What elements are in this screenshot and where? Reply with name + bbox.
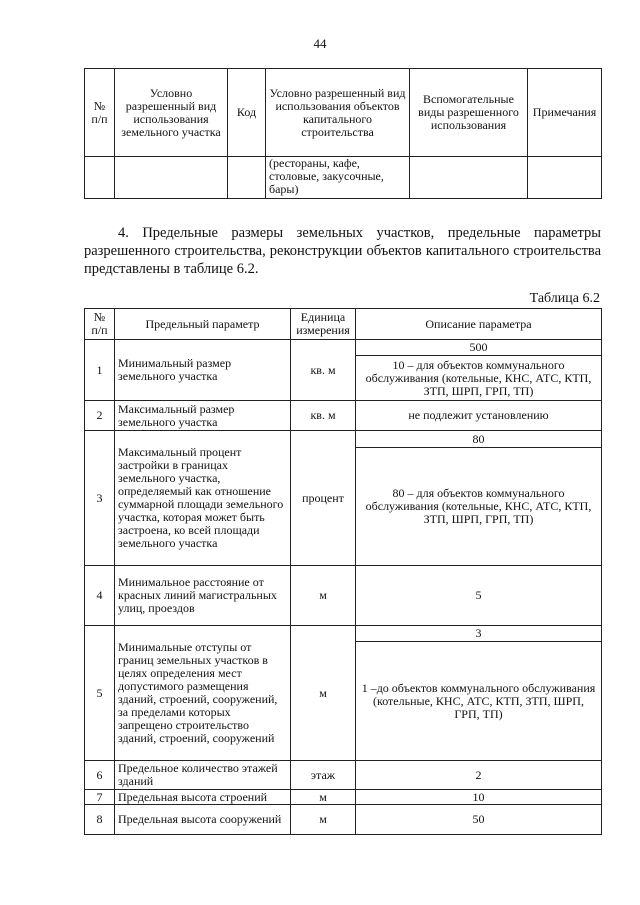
header-cell: Примечания — [528, 69, 602, 157]
row-number: 8 — [85, 805, 115, 835]
row-number: 2 — [85, 401, 115, 431]
header-cell: Вспомогательные виды разрешенного использования — [410, 69, 528, 157]
row-number: 3 — [85, 431, 115, 566]
continuation-table — [84, 68, 602, 199]
parameter-value: 10 — [356, 790, 602, 805]
header-cell: Условно разрешенный вид использования земельного участка — [115, 69, 228, 157]
unit: этаж — [291, 761, 356, 790]
parameter-name: Минимальный размер земельного участка — [115, 340, 291, 401]
parameter-value: 10 – для объектов коммунального обслуживания (котельные, КНС, АТС, КТП, ЗТП, ШРП, ГРП, ТП) — [356, 356, 602, 401]
table-cell — [115, 157, 228, 199]
table-header-row — [85, 309, 602, 340]
header-cell: Описание параметра — [356, 309, 602, 340]
row-number: 1 — [85, 340, 115, 401]
parameter-name: Предельное количество этажей зданий — [115, 761, 291, 790]
table-row — [85, 761, 602, 790]
parameter-value: 50 — [356, 805, 602, 835]
unit: м — [291, 566, 356, 626]
parameter-name: Минимальное расстояние от красных линий магистральных улиц, проездов — [115, 566, 291, 626]
header-cell: № п/п — [85, 309, 115, 340]
header-cell: Условно разрешенный вид использования объектов капитального строительства — [266, 69, 410, 157]
parameter-value: 500 — [356, 340, 602, 356]
unit: м — [291, 626, 356, 761]
parameter-name: Предельная высота сооружений — [115, 805, 291, 835]
unit: м — [291, 790, 356, 805]
unit: м — [291, 805, 356, 835]
table-row — [85, 790, 602, 805]
parameter-value: 3 — [356, 626, 602, 642]
parameters-table — [84, 308, 602, 835]
table-row — [85, 431, 602, 448]
table-header-row — [85, 69, 602, 157]
page-number: 44 — [313, 36, 327, 51]
header-cell: Единица измерения — [291, 309, 356, 340]
row-number: 5 — [85, 626, 115, 761]
table-cell — [228, 157, 266, 199]
row-number: 4 — [85, 566, 115, 626]
table-cell — [410, 157, 528, 199]
parameter-name: Максимальный размер земельного участка — [115, 401, 291, 431]
table-cell — [528, 157, 602, 199]
row-number: 7 — [85, 790, 115, 805]
body-paragraph: 4. Предельные размеры земельных участков, предельные параметры разрешенного строительства, реконструкции объектов капитального строительства представлены в таблице 6.2. — [84, 225, 601, 277]
parameter-value: 80 – для объектов коммунального обслуживания (котельные, КНС, АТС, КТП, ЗТП, ШРП, ГРП, ТП) — [356, 448, 602, 566]
table-row — [85, 340, 602, 356]
parameter-name: Максимальный процент застройки в границах земельного участка, определяемый как отношение суммарной площади земельного участка, которая может быть застроена, ко всей площади земельного участка — [115, 431, 291, 566]
parameter-name: Предельная высота строений — [115, 790, 291, 805]
table-row — [85, 401, 602, 431]
parameter-value: 2 — [356, 761, 602, 790]
table-row — [85, 805, 602, 835]
table-cell — [85, 157, 115, 199]
unit: кв. м — [291, 401, 356, 431]
parameter-value: не подлежит установлению — [356, 401, 602, 431]
table-cell: (рестораны, кафе, столовые, закусочные, бары) — [266, 157, 410, 199]
unit: кв. м — [291, 340, 356, 401]
parameter-value: 5 — [356, 566, 602, 626]
table-row — [85, 157, 602, 199]
unit: процент — [291, 431, 356, 566]
parameter-name: Минимальные отступы от границ земельных участков в целях определения мест допустимого размещения зданий, строений, сооружений, за пределами которых запрещено строительство зданий, строений, сооружений — [115, 626, 291, 761]
header-cell: Код — [228, 69, 266, 157]
table-row — [85, 626, 602, 642]
parameter-value: 80 — [356, 431, 602, 448]
table-caption: Таблица 6.2 — [529, 291, 600, 306]
row-number: 6 — [85, 761, 115, 790]
header-cell: № п/п — [85, 69, 115, 157]
parameter-value: 1 –до объектов коммунального обслуживания (котельные, КНС, АТС, КТП, ЗТП, ШРП, ГРП, ТП) — [356, 642, 602, 761]
header-cell: Предельный параметр — [115, 309, 291, 340]
table-row — [85, 566, 602, 626]
